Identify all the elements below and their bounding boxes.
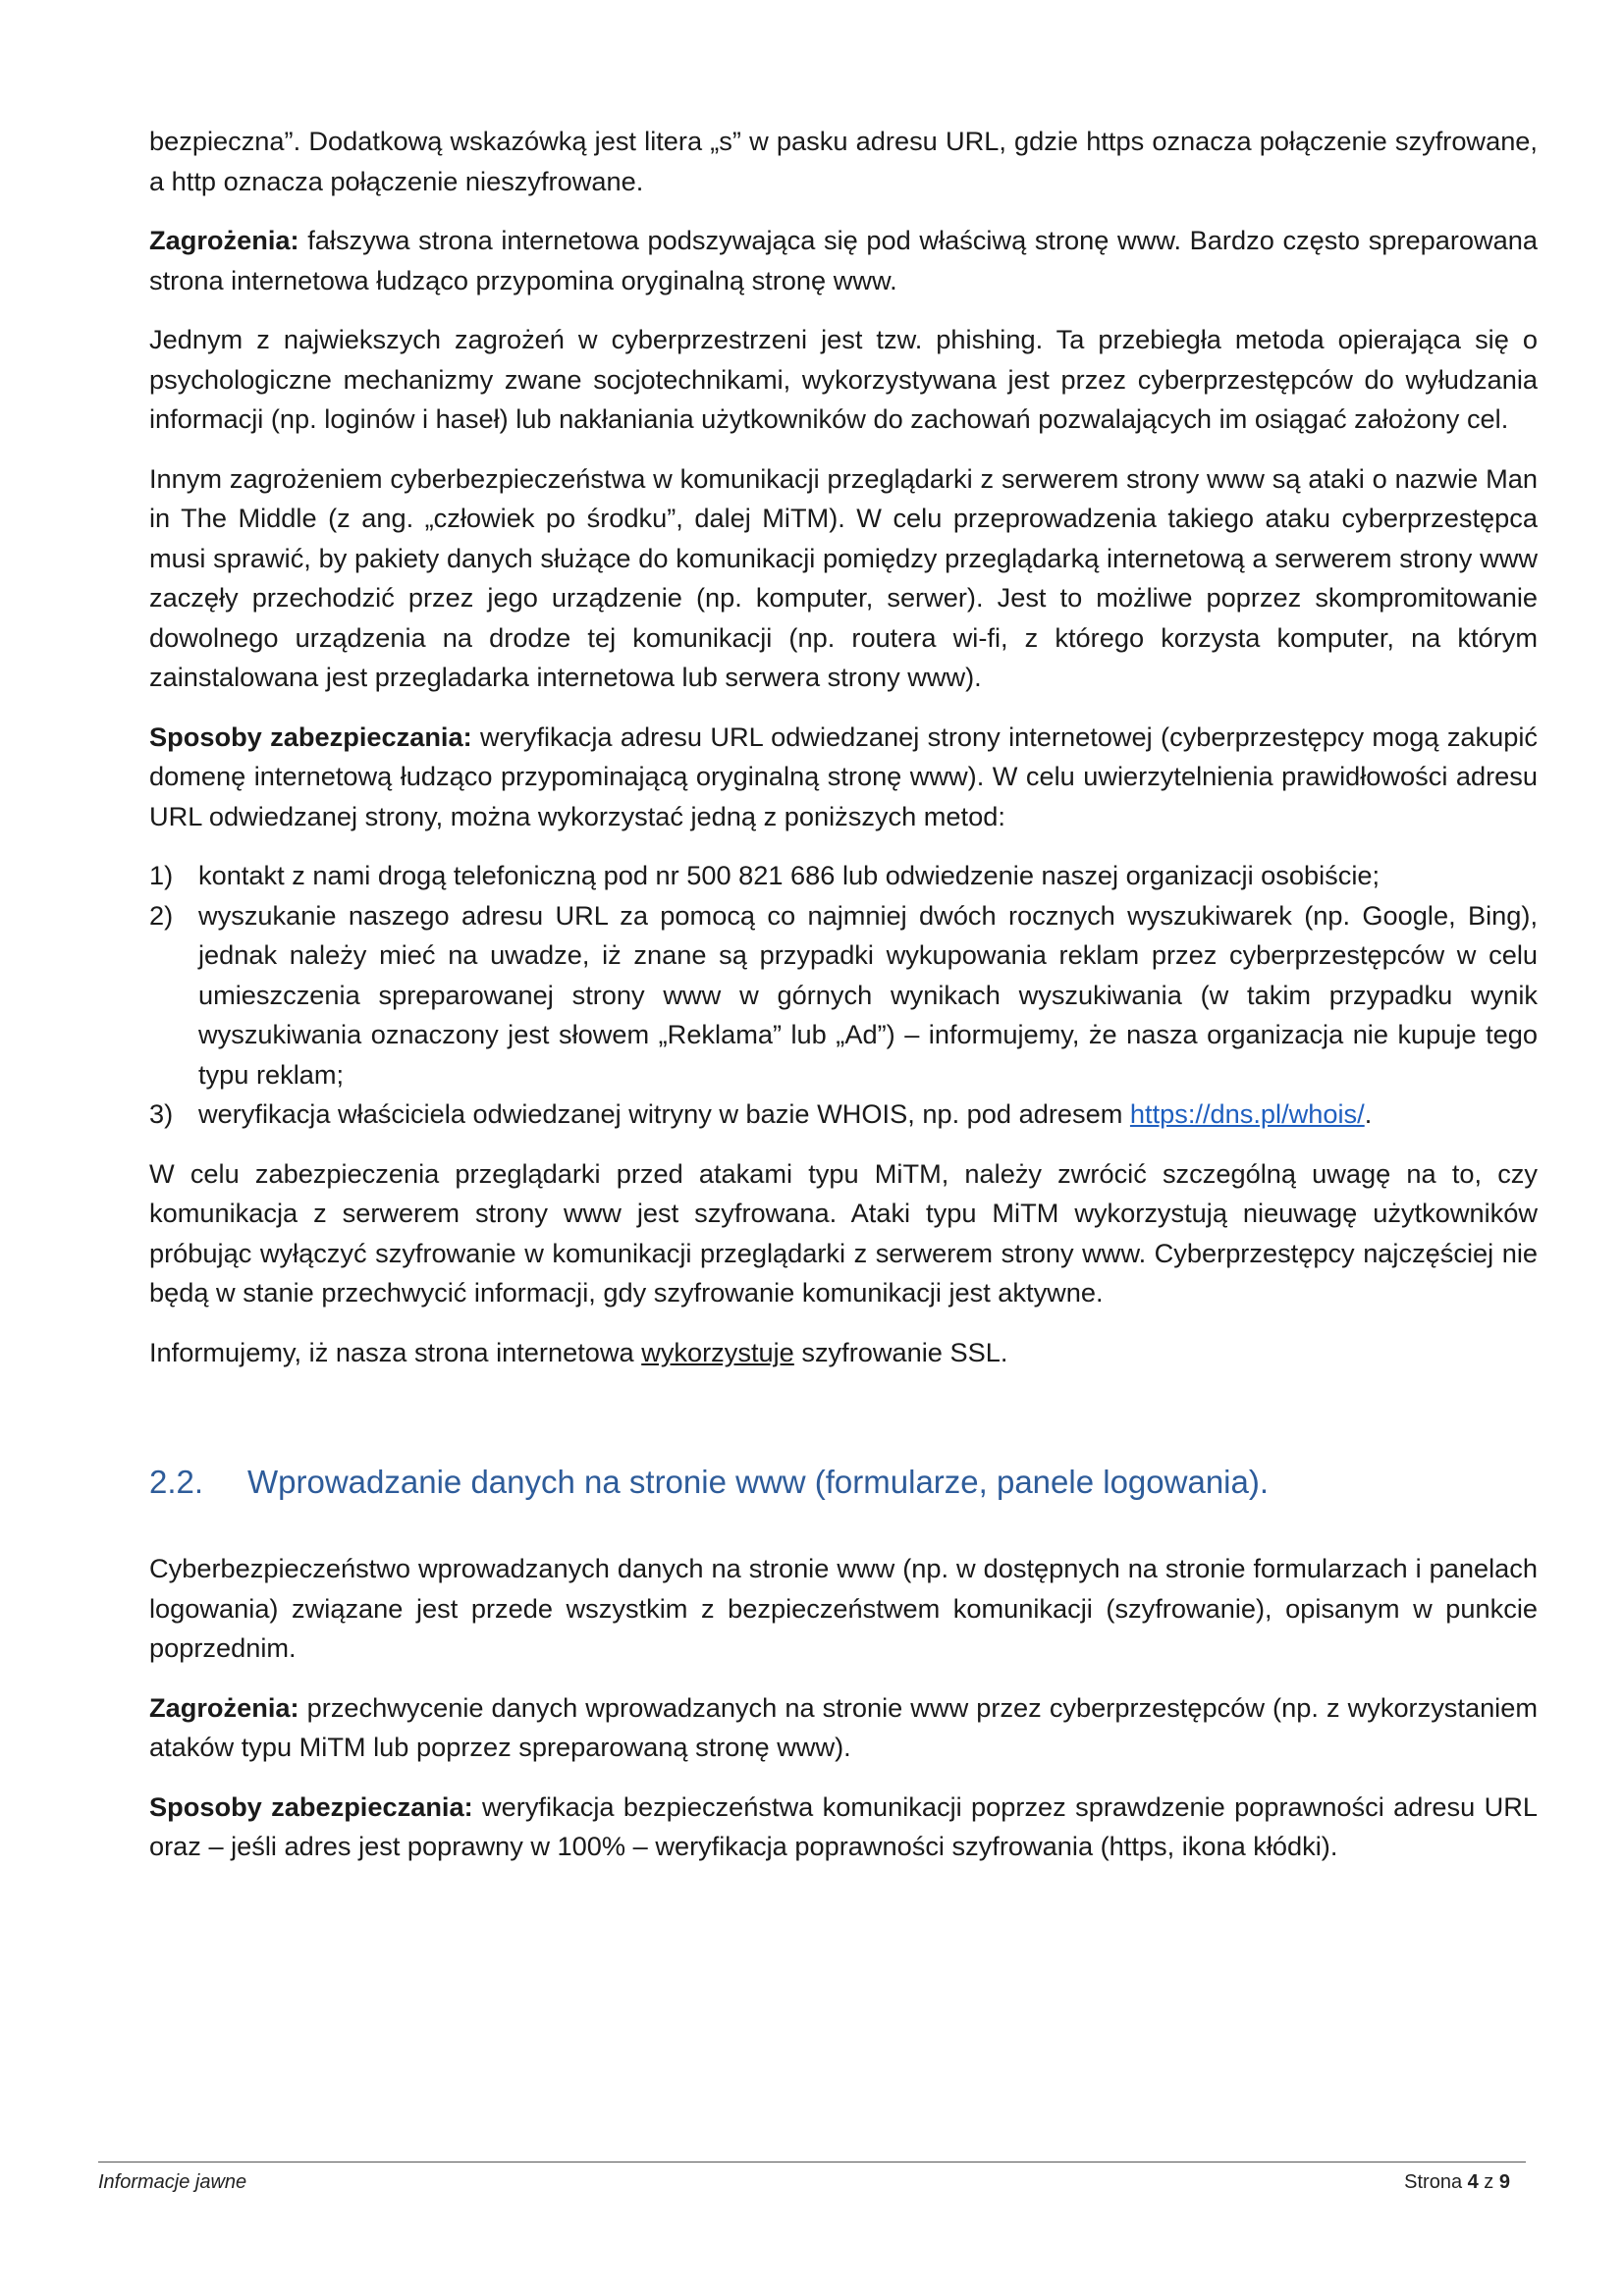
ssl-info-underlined: wykorzystuje <box>641 1336 794 1367</box>
footer-classification: Informacje jawne <box>98 2171 247 2193</box>
threats-text: przechwycenie danych wprowadzanych na stronie www przez cyberprzestępców (np. z wykorzystaniem ataków typu MiTM lub poprzez spreparowaną stronę www). <box>149 1691 1538 1762</box>
section-heading <box>149 1461 1538 1504</box>
threats-label: Zagrożenia: <box>149 1691 299 1723</box>
list-item <box>149 1095 1538 1135</box>
threats-label: Zagrożenia: <box>149 225 299 255</box>
list-item-text-end: . <box>1364 1098 1373 1129</box>
list-item-number: 2) <box>149 899 174 931</box>
whois-link[interactable]: https://dns.pl/whois/ <box>1129 1098 1365 1129</box>
page-label: Strona <box>1404 2171 1468 2193</box>
ssl-info-text: Informujemy, iż nasza strona internetowa <box>149 1336 642 1367</box>
list-item <box>149 856 1538 896</box>
protection-label: Sposoby zabezpieczania: <box>149 721 472 752</box>
protection-text: weryfikacja bezpieczeństwa komunikacji poprzez sprawdzenie poprawności adresu URL oraz – jeśli adres jest poprawny w 100% – weryfikacja poprawności szyfrowania (https, ikona kłódki). <box>149 1790 1538 1861</box>
footer-page-number <box>1404 2171 1510 2194</box>
section-title: Wprowadzanie danych na stronie www (formularze, panele logowania). <box>247 1464 1270 1500</box>
page-separator: z <box>1478 2171 1499 2193</box>
list-item-text: weryfikacja właściciela odwiedzanej witryny w bazie WHOIS, np. pod adresem <box>198 1098 1130 1129</box>
paragraph-threats-1 <box>149 221 1538 300</box>
paragraph-ssl-info <box>149 1333 1538 1373</box>
page-total: 9 <box>1498 2171 1510 2193</box>
paragraph-data-input: Cyberbezpieczeństwo wprowadzanych danych na stronie www (np. w dostępnych na stronie formularzach i panelach logowania) związane jest przede wszystkim z bezpieczeństwem komunikacji (szyfrowanie), opisanym w punkcie poprzednim. <box>149 1553 1538 1663</box>
paragraph-protection-2 <box>149 1788 1538 1867</box>
paragraph-threats-2 <box>149 1688 1538 1768</box>
ssl-info-text-end: szyfrowanie SSL. <box>793 1336 1008 1367</box>
paragraph-https-hint: bezpieczna”. Dodatkową wskazówką jest litera „s” w pasku adresu URL, gdzie https oznacza połączenie szyfrowane, a http oznacza połączenie nieszyfrowane. <box>149 126 1538 196</box>
protection-label: Sposoby zabezpieczania: <box>149 1790 473 1822</box>
footer-divider <box>98 2162 1526 2163</box>
document-body <box>149 122 1538 1867</box>
paragraph-mitm: Innym zagrożeniem cyberbezpieczeństwa w komunikacji przeglądarki z serwerem strony www są ataki o nazwie Man in The Middle (z ang. „człowiek po środku”, dalej MiTM). W celu przeprowadzenia takiego ataku cyberprzestępca musi sprawić, by pakiety danych służące do komunikacji pomiędzy przeglądarką internetową a serwerem strony www zaczęły przechodzić przez jego urządzenie (np. komputer, serwer). Jest to możliwe poprzez skompromitowanie dowolnego urządzenia na drodze tej komunikacji (np. routera wi-fi, z którego korzysta komputer, na którym zainstalowana jest przegladarka internetowa lub serwera strony www). <box>149 462 1538 692</box>
section-number: 2.2. <box>149 1464 204 1500</box>
protection-text: weryfikacja adresu URL odwiedzanej strony internetowej (cyberprzestępcy mogą zakupić domenę internetową łudząco przypominającą oryginalną stronę www). W celu uwierzytelnienia prawidłowości adresu URL odwiedzanej strony, można wykorzystać jedną z poniższych metod: <box>149 721 1538 831</box>
list-item-number: 3) <box>149 1098 174 1129</box>
paragraph-mitm-protection: W celu zabezpieczenia przeglądarki przed atakami typu MiTM, należy zwrócić szczególną uwagę na to, czy komunikacja z serwerem strony www jest szyfrowana. Ataki typu MiTM wykorzystują nieuwagę użytkowników próbując wyłączyć szyfrowanie w komunikacji przeglądarki z serwerem strony www. Cyberprzestępcy najczęściej nie będą w stanie przechwycić informacji, gdy szyfrowanie komunikacji jest aktywne. <box>149 1157 1538 1308</box>
paragraph-protection-1 <box>149 718 1538 837</box>
list-item <box>149 896 1538 1095</box>
list-item-text: wyszukanie naszego adresu URL za pomocą co najmniej dwóch rocznych wyszukiwarek (np. Google, Bing), jednak należy mieć na uwadze, iż znane są przypadki wykupowania reklam przez cyberprzestępców w celu umieszczenia spreparowanej strony www w górnych wynikach wyszukiwania (w takim przypadku wynik wyszukiwania oznaczony jest słowem „Reklama” lub „Ad”) – informujemy, że nasza organizacja nie kupuje tego typu reklam; <box>198 899 1538 1090</box>
list-item-text: kontakt z nami drogą telefoniczną pod nr 500 821 686 lub odwiedzenie naszej organizacji osobiście; <box>198 860 1380 890</box>
paragraph-phishing: Jednym z najwiekszych zagrożeń w cyberprzestrzeni jest tzw. phishing. Ta przebiegła metoda opierająca się o psychologiczne mechanizmy zwane socjotechnikami, wykorzystywana jest przez cyberprzestępców do wyłudzania informacji (np. loginów i haseł) lub nakłaniania użytkowników do zachowań pozwalających im osiągać założony cel. <box>149 324 1538 434</box>
page-current: 4 <box>1467 2171 1479 2193</box>
threats-text: fałszywa strona internetowa podszywająca się pod właściwą stronę www. Bardzo często spreparowana strona internetowa łudząco przypomina oryginalną stronę www. <box>149 225 1538 295</box>
verification-methods-list <box>149 856 1538 1135</box>
list-item-number: 1) <box>149 860 174 890</box>
